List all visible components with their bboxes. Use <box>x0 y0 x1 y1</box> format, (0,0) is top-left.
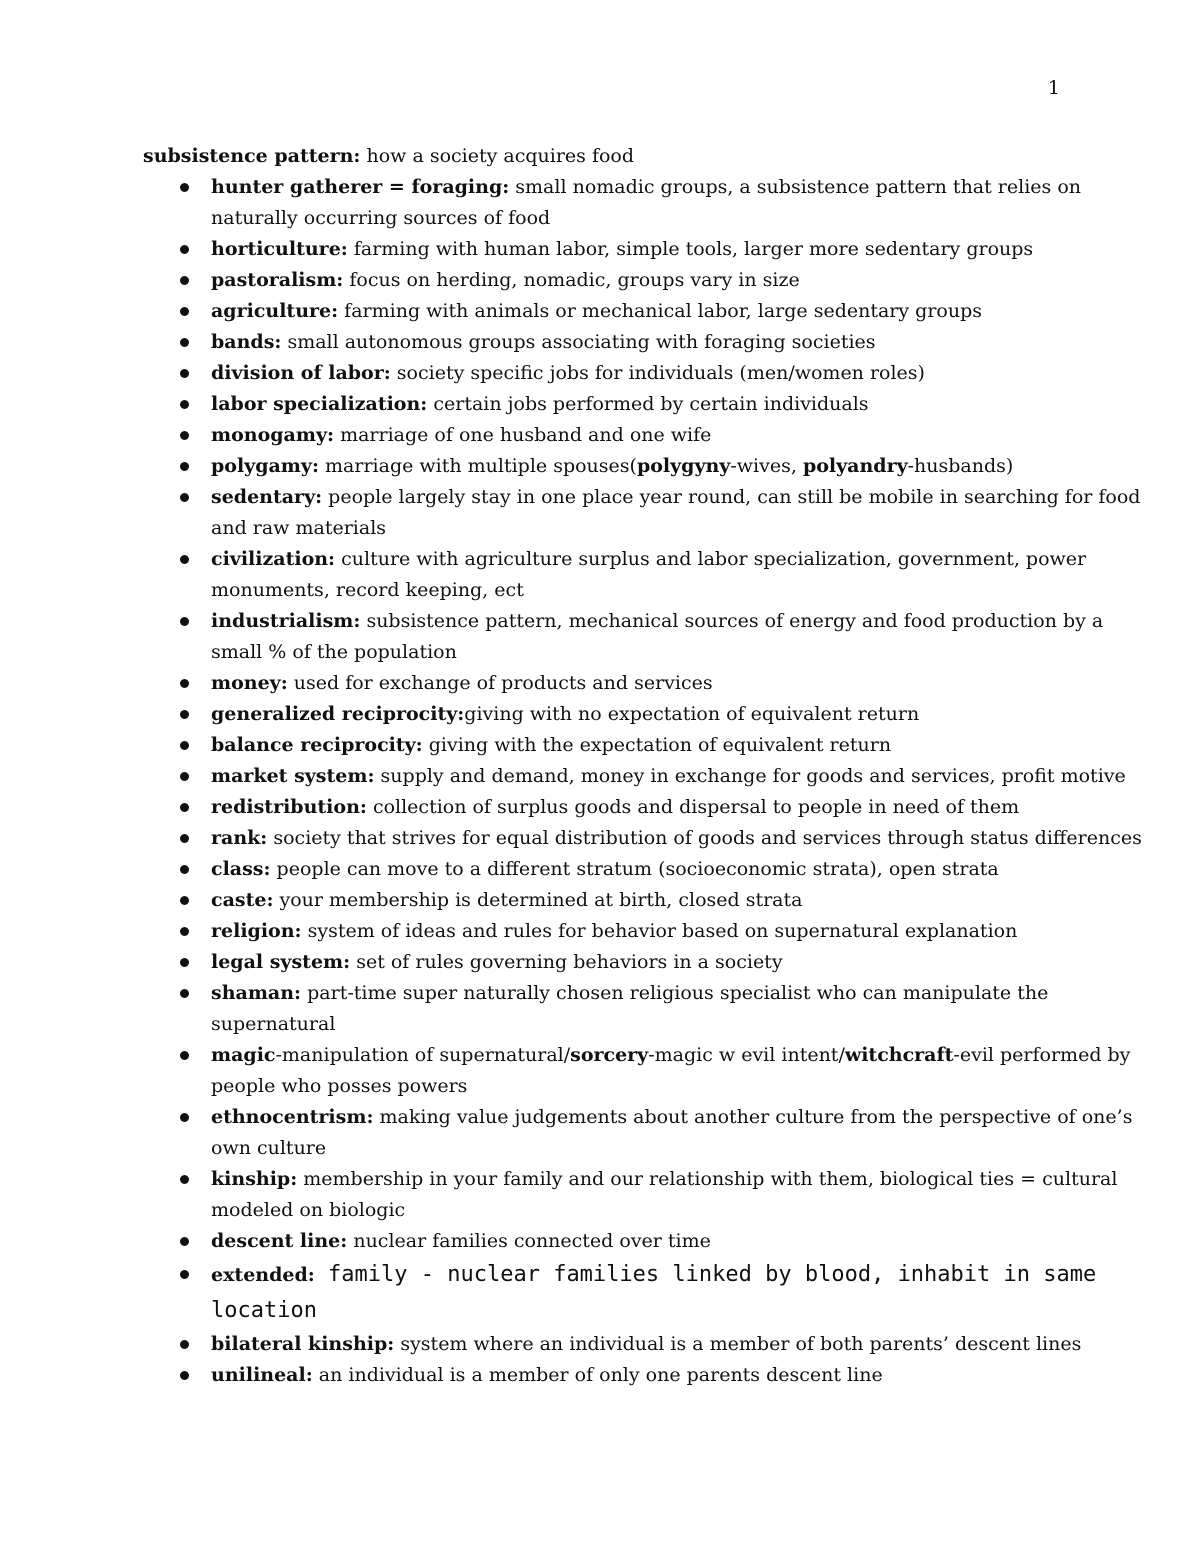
list-item <box>178 1164 1146 1226</box>
definition: culture with agriculture surplus and labor specialization, government, power monuments, record keeping, ect <box>211 548 1087 601</box>
bullet-icon <box>180 1340 189 1349</box>
term: bands: <box>211 331 282 353</box>
bullet-icon <box>180 896 189 905</box>
definition: society that strives for equal distribution of goods and services through status differences <box>267 827 1142 849</box>
term: money: <box>211 672 288 694</box>
term: caste: <box>211 889 274 911</box>
term: hunter gatherer = foraging: <box>211 176 510 198</box>
term: class: <box>211 858 271 880</box>
definition: nuclear families connected over time <box>347 1230 711 1252</box>
bullet-icon <box>180 989 189 998</box>
list-item <box>178 916 1146 947</box>
list-item <box>178 234 1146 265</box>
list-item <box>178 265 1146 296</box>
term-list <box>178 172 1146 1391</box>
list-item <box>178 885 1146 916</box>
list-item <box>178 451 1146 482</box>
list-item <box>178 823 1146 854</box>
list-item <box>178 420 1146 451</box>
definition: marriage with multiple spouses( <box>318 455 637 477</box>
list-item <box>178 1102 1146 1164</box>
term: labor specialization: <box>211 393 428 415</box>
term: balance reciprocity: <box>211 734 423 756</box>
list-item <box>178 1360 1146 1391</box>
intro-definition-text: how a society acquires food <box>360 145 635 167</box>
bullet-icon <box>180 1113 189 1122</box>
bullet-icon <box>180 1237 189 1246</box>
bullet-icon <box>180 431 189 440</box>
term: unilineal: <box>211 1364 313 1386</box>
bullet-icon <box>180 338 189 347</box>
list-item <box>178 1040 1146 1102</box>
definition: set of rules governing behaviors in a society <box>350 951 783 973</box>
term: monogamy: <box>211 424 335 446</box>
bullet-icon <box>180 1270 189 1279</box>
list-item <box>178 389 1146 420</box>
definition: making value judgements about another culture from the perspective of one’s own culture <box>211 1106 1133 1159</box>
term: market system: <box>211 765 375 787</box>
list-item <box>178 792 1146 823</box>
bullet-icon <box>180 493 189 502</box>
list-item <box>178 699 1146 730</box>
definition: system of ideas and rules for behavior based on supernatural explanation <box>301 920 1018 942</box>
term: generalized reciprocity: <box>211 703 465 725</box>
term: sedentary: <box>211 486 323 508</box>
list-item <box>178 668 1146 699</box>
term: descent line: <box>211 1230 348 1252</box>
term: religion: <box>211 920 302 942</box>
definition: small nomadic groups, a subsistence pattern that relies on naturally occurring sources of food <box>211 176 1081 229</box>
term: witchcraft <box>844 1044 954 1066</box>
bullet-icon <box>180 307 189 316</box>
term: shaman: <box>211 982 302 1004</box>
term: redistribution: <box>211 796 367 818</box>
list-item <box>178 761 1146 792</box>
bullet-icon <box>180 834 189 843</box>
term: civilization: <box>211 548 336 570</box>
list-item <box>178 730 1146 761</box>
definition: -manipulation of supernatural/ <box>275 1044 571 1066</box>
definition: marriage of one husband and one wife <box>334 424 712 446</box>
intro-definition <box>143 141 1143 172</box>
list-item <box>178 172 1146 234</box>
list-item <box>178 947 1146 978</box>
bullet-icon <box>180 617 189 626</box>
bullet-icon <box>180 1371 189 1380</box>
term: horticulture: <box>211 238 348 260</box>
list-item <box>178 327 1146 358</box>
bullet-icon <box>180 958 189 967</box>
bullet-icon <box>180 679 189 688</box>
bullet-icon <box>180 1051 189 1060</box>
term: division of labor: <box>211 362 391 384</box>
list-item <box>178 1226 1146 1257</box>
bullet-icon <box>180 927 189 936</box>
term: ethnocentrism: <box>211 1106 374 1128</box>
definition: supply and demand, money in exchange for goods and services, profit motive <box>374 765 1126 787</box>
list-item <box>178 606 1146 668</box>
term: extended: <box>211 1264 315 1286</box>
list-item <box>178 854 1146 885</box>
bullet-icon <box>180 369 189 378</box>
definition: -evil performed by people who posses powers <box>211 1044 1131 1097</box>
term: kinship: <box>211 1168 298 1190</box>
definition: certain jobs performed by certain individuals <box>427 393 869 415</box>
term: legal system: <box>211 951 351 973</box>
definition: an individual is a member of only one parents descent line <box>312 1364 883 1386</box>
definition: -magic w evil intent/ <box>648 1044 845 1066</box>
list-item <box>178 1257 1146 1329</box>
term: agriculture: <box>211 300 339 322</box>
term: polygamy: <box>211 455 319 477</box>
term: rank: <box>211 827 268 849</box>
term: sorcery <box>570 1044 649 1066</box>
definition: small autonomous groups associating with foraging societies <box>281 331 876 353</box>
term: polyandry <box>802 455 908 477</box>
term: bilateral kinship: <box>211 1333 395 1355</box>
definition: giving with the expectation of equivalent return <box>422 734 892 756</box>
page-number: 1 <box>1047 77 1060 99</box>
bullet-icon <box>180 1175 189 1184</box>
bullet-icon <box>180 741 189 750</box>
definition: -wives, <box>730 455 803 477</box>
definition: your membership is determined at birth, closed strata <box>273 889 803 911</box>
term: pastoralism: <box>211 269 344 291</box>
list-item <box>178 296 1146 327</box>
definition: collection of surplus goods and dispersal to people in need of them <box>366 796 1020 818</box>
definition: part-time super naturally chosen religious specialist who can manipulate the supernatural <box>211 982 1049 1035</box>
list-item <box>178 1329 1146 1360</box>
bullet-icon <box>180 710 189 719</box>
definition: farming with human labor, simple tools, larger more sedentary groups <box>347 238 1034 260</box>
definition: focus on herding, nomadic, groups vary in size <box>343 269 800 291</box>
definition: membership in your family and our relationship with them, biological ties = cultural modeled on biologic <box>211 1168 1118 1221</box>
list-item <box>178 358 1146 389</box>
definition: system where an individual is a member of both parents’ descent lines <box>394 1333 1082 1355</box>
term: magic <box>211 1044 276 1066</box>
bullet-icon <box>180 462 189 471</box>
definition: family - nuclear families linked by blood, inhabit in same location <box>211 1262 1097 1323</box>
term: industrialism: <box>211 610 361 632</box>
bullet-icon <box>180 183 189 192</box>
definition: people largely stay in one place year round, can still be mobile in searching for food and raw materials <box>211 486 1141 539</box>
bullet-icon <box>180 245 189 254</box>
bullet-icon <box>180 803 189 812</box>
term: polygyny <box>636 455 731 477</box>
definition: subsistence pattern, mechanical sources of energy and food production by a small % of the population <box>211 610 1104 663</box>
bullet-icon <box>180 865 189 874</box>
definition: society specific jobs for individuals (men/women roles) <box>390 362 925 384</box>
bullet-icon <box>180 276 189 285</box>
bullet-icon <box>180 555 189 564</box>
definition: used for exchange of products and services <box>287 672 713 694</box>
definition: people can move to a different stratum (socioeconomic strata), open strata <box>270 858 999 880</box>
definition: giving with no expectation of equivalent return <box>464 703 920 725</box>
bullet-icon <box>180 400 189 409</box>
definition: -husbands) <box>907 455 1014 477</box>
intro-term: subsistence pattern: <box>143 145 361 167</box>
definition: farming with animals or mechanical labor, large sedentary groups <box>338 300 982 322</box>
list-item <box>178 482 1146 544</box>
list-item <box>178 978 1146 1040</box>
bullet-icon <box>180 772 189 781</box>
list-item <box>178 544 1146 606</box>
